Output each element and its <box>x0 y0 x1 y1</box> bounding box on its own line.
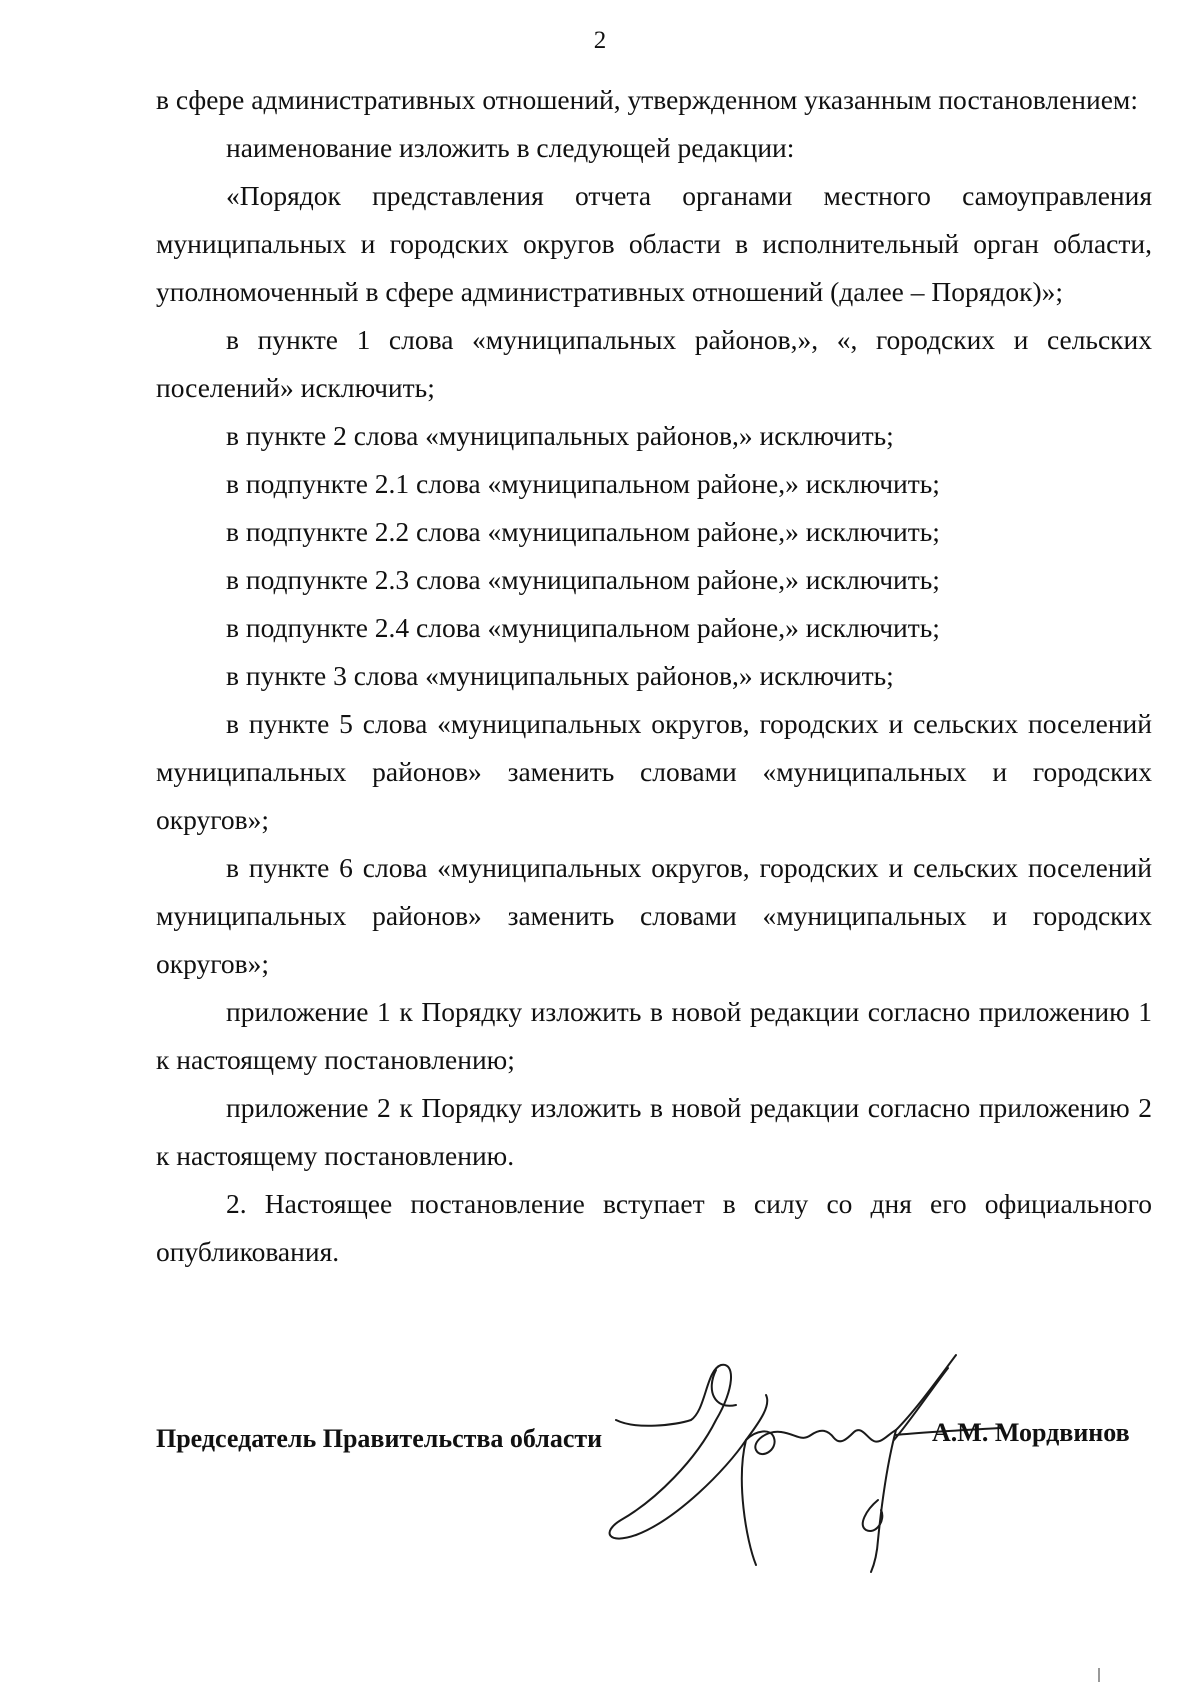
paragraph: приложение 2 к Порядку изложить в новой редакции согласно приложению 2 к настоящему постановлению. <box>156 1092 1152 1171</box>
paragraph: в подпункте 2.3 слова «муниципальном районе,» исключить; <box>226 564 940 595</box>
paragraph: в сфере административных отношений, утвержденном указанным постановлением: <box>156 84 1138 115</box>
scan-mark <box>1098 1668 1100 1682</box>
paragraph: «Порядок представления отчета органами местного самоуправления муниципальных и городских округов области в исполнительный орган области, уполномоченный в сфере административных отношений (далее – Порядок)»; <box>156 180 1152 307</box>
paragraph: в подпункте 2.2 слова «муниципальном районе,» исключить; <box>226 516 940 547</box>
handwritten-signature <box>596 1350 1016 1580</box>
paragraph: в подпункте 2.4 слова «муниципальном районе,» исключить; <box>226 612 940 643</box>
page-number: 2 <box>593 27 607 54</box>
signature-block <box>156 1410 1156 1610</box>
paragraph: 2. Настоящее постановление вступает в силу со дня его официального опубликования. <box>156 1188 1152 1267</box>
paragraph: в пункте 1 слова «муниципальных районов,», «, городских и сельских поселений» исключить; <box>156 324 1152 403</box>
paragraph: приложение 1 к Порядку изложить в новой редакции согласно приложению 1 к настоящему постановлению; <box>156 996 1152 1075</box>
paragraph: в пункте 6 слова «муниципальных округов, городских и сельских поселений муниципальных районов» заменить словами «муниципальных и городских округов»; <box>156 852 1152 979</box>
paragraph: в пункте 5 слова «муниципальных округов, городских и сельских поселений муниципальных районов» заменить словами «муниципальных и городских округов»; <box>156 708 1152 835</box>
document-body <box>156 76 1152 1276</box>
paragraph: в подпункте 2.1 слова «муниципальном районе,» исключить; <box>226 468 940 499</box>
signatory-name: А.М. Мордвинов <box>932 1418 1130 1447</box>
paragraph: в пункте 2 слова «муниципальных районов,» исключить; <box>226 420 894 451</box>
paragraph: наименование изложить в следующей редакции: <box>226 132 795 163</box>
paragraph: в пункте 3 слова «муниципальных районов,» исключить; <box>226 660 894 691</box>
signatory-title: Председатель Правительства области <box>156 1424 603 1453</box>
